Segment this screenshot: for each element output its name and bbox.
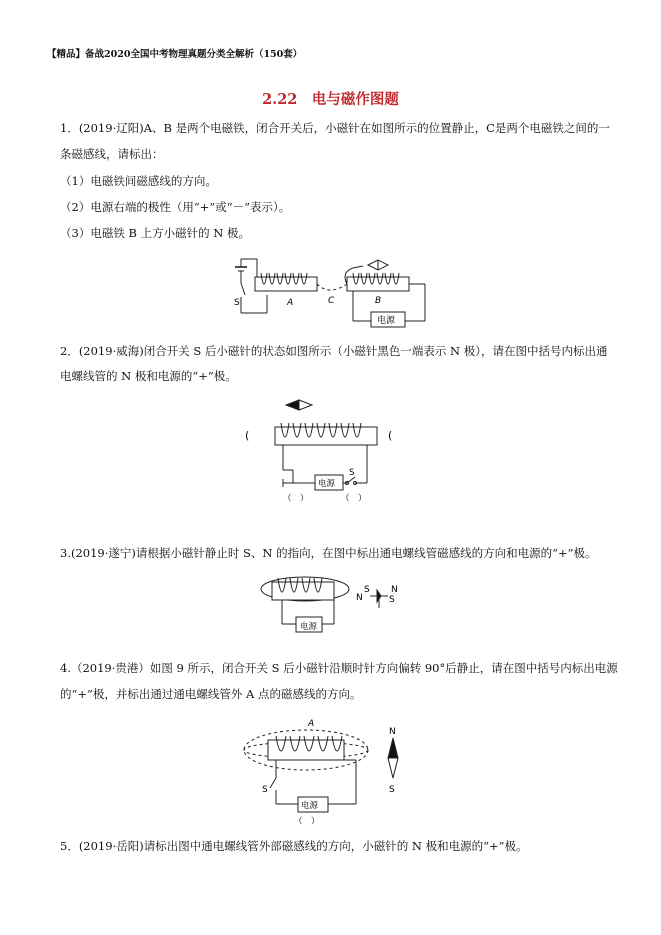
- q1-line1: 1．(2019·辽阳)A、B 是两个电磁铁，闭合开关后，小磁针在如图所示的位置静止，C是两个电磁铁之间的一: [60, 121, 610, 135]
- q1-label-a: A: [287, 298, 294, 308]
- q4-line1: 4.（2019·贵港）如图 9 所示，闭合开关 S 后小磁针沿顺时针方向偏转 90°后静止，请在图中括号内标出电源: [60, 661, 618, 675]
- q2-right-paren: (: [388, 429, 393, 442]
- q3-label-s-top: S: [364, 585, 370, 595]
- q4-label-a: A: [308, 719, 315, 729]
- q5-line1: 5．(2019·岳阳)请标出图中通电螺线管外部磁感线的方向，小磁针的 N 极和电源的“+”极。: [60, 839, 528, 853]
- q3-label-n-left: N: [356, 593, 363, 603]
- q2-line2: 电螺线管的 N 极和电源的“+”极。: [60, 369, 237, 383]
- q3-label-n-top: N: [391, 585, 398, 595]
- q4-solenoid-figure: [238, 716, 408, 828]
- q1-label-c: C: [328, 296, 335, 306]
- q2-left-paren: (: [245, 429, 250, 442]
- q4-switch-label: S: [262, 785, 268, 795]
- q1-item2: （2）电源右端的极性（用“+”或“－”表示）。: [60, 200, 291, 214]
- q2-switch-label: S: [349, 468, 355, 478]
- q3-label-s-right: S: [389, 595, 395, 605]
- q2-solenoid-figure: [243, 395, 403, 505]
- q4-label-n: N: [389, 727, 396, 737]
- q1-label-b: B: [375, 296, 382, 306]
- q4-blank: （ ）: [294, 817, 320, 827]
- q3-line1: 3.(2019·遂宁)请根据小磁针静止时 S、N 的指向，在图中标出通电螺线管磁感线的方向和电源的“+”极。: [60, 546, 597, 560]
- q4-source-label: 电源: [301, 801, 319, 811]
- q1-source-label: 电源: [377, 316, 396, 326]
- q1-switch-label: S: [234, 298, 240, 308]
- q2-line1: 2．(2019·威海)闭合开关 S 后小磁针的状态如图所示（小磁针黑色一端表示 N 极），请在图中括号内标出通: [60, 344, 608, 358]
- q3-source-label: 电源: [300, 622, 318, 632]
- q1-line2: 条磁感线，请标出：: [60, 147, 164, 161]
- q3-solenoid-figure: [260, 572, 410, 640]
- page-header: 【精品】备战2020全国中考物理真题分类全解析（150套）: [47, 49, 303, 60]
- q2-blank-left: （ ）: [283, 494, 309, 504]
- q4-label-s: S: [389, 785, 395, 795]
- q1-item1: （1）电磁铁间磁感线的方向。: [60, 174, 217, 188]
- section-title: 2.22 电与磁作图题: [262, 91, 399, 108]
- q2-blank-right: （ ）: [341, 494, 367, 504]
- q4-line2: 的“+”极，并标出通过通电螺线管外 A 点的磁感线的方向。: [60, 687, 362, 701]
- q1-circuit-figure: [225, 255, 440, 330]
- q1-item3: （3）电磁铁 B 上方小磁针的 N 极。: [60, 226, 250, 240]
- q2-source-label: 电源: [318, 479, 336, 489]
